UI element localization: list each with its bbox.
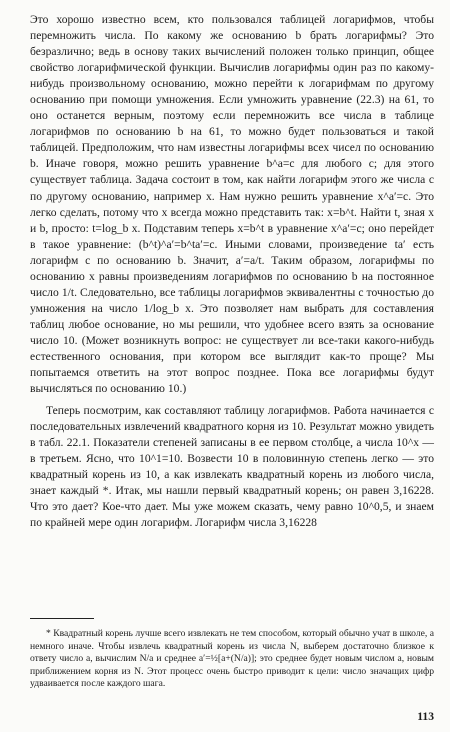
footnote-text: * Квадратный корень лучше всего извлекать не тем способом, который обычно учат в школе, а немного иначе. Чтобы извлечь квадратный корень из числа N, выберем достаточно близкое к ответу число a, вычислим N/a и среднее a′=½[a+(N/a)]; это среднее будет новым числом a, новым приближением корня из N. Этот процесс очень быстро приводит к цели: число значащих цифр удваивается после каждого шага.	[30, 628, 434, 690]
paragraph-2: Теперь посмотрим, как составляют таблицу логарифмов. Работа начинается с последовательных извлечений квадратного корня из 10. Результат можно увидеть в табл. 22.1. Показатели степеней записаны в ее первом столбце, а числа 10^x — в третьем. Ясно, что 10^1=10. Возвести 10 в половинную степень легко — это квадратный корень из 10, а как извлекать квадратный корень из любого числа, знает каждый *. Итак, мы нашли первый квадратный корень; он равен 3,16228. Что это дает? Кое-что дает. Мы уже можем сказать, чему равно 10^0,5, и знаем по крайней мере один логарифм. Логарифм числа 3,16228	[30, 404, 434, 530]
paragraph-1: Это хорошо известно всем, кто пользовался таблицей логарифмов, чтобы перемножить числа. По какому же основанию b брать логарифмы? Это безразлично; ведь в основу таких вычислений положен только принцип, общее свойство логарифмической функции. Вычислив логарифмы один раз по какому-нибудь произвольному основанию, можно перейти к логарифмам по другому основанию при помощи умножения. Если умножить уравнение (22.3) на 61, то оно останется верным, поэтому если перемножить все числа в таблице логарифмов по основанию b на 61, то можно будет пользоваться и такой таблицей. Предположим, что нам известны логарифмы всех чисел по основанию b. Иначе говоря, можно решить уравнение b^a=c для любого c; для этого существует таблица. Задача состоит в том, как найти логарифм этого же числа c по другому основанию, например x. Нам нужно решить уравнение x^a′=c. Это легко сделать, потому что x всегда можно представить так: x=b^t. Найти t, зная x и b, просто: t=log_b x. Подставим теперь x=b^t в уравнение x^a′=c; оно перейдет в такое уравнение: (b^t)^a′=b^ta′=c. Иными словами, произведение ta′ есть логарифм c по основанию b. Значит, a′=a/t. Таким образом, логарифмы по основанию x равны произведениям логарифмов по основанию b на постоянное число 1/t. Следовательно, все таблицы логарифмов эквивалентны с точностью до умножения на число 1/log_b x. Это позволяет нам выбрать для составления таблиц любое основание, но мы решили, что удобнее всего взять за основание число 10. (Может возникнуть вопрос: не существует ли все-таки какого-нибудь естественного основания, при котором все выглядит как-то проще? Мы попытаемся ответить на этот вопрос позднее. Пока все логарифмы будут вычисляться по основанию 10.)	[30, 13, 434, 396]
footnote-divider	[30, 618, 94, 619]
footnote	[30, 628, 434, 691]
page-number: 113	[417, 710, 434, 723]
main-text	[30, 12, 434, 532]
